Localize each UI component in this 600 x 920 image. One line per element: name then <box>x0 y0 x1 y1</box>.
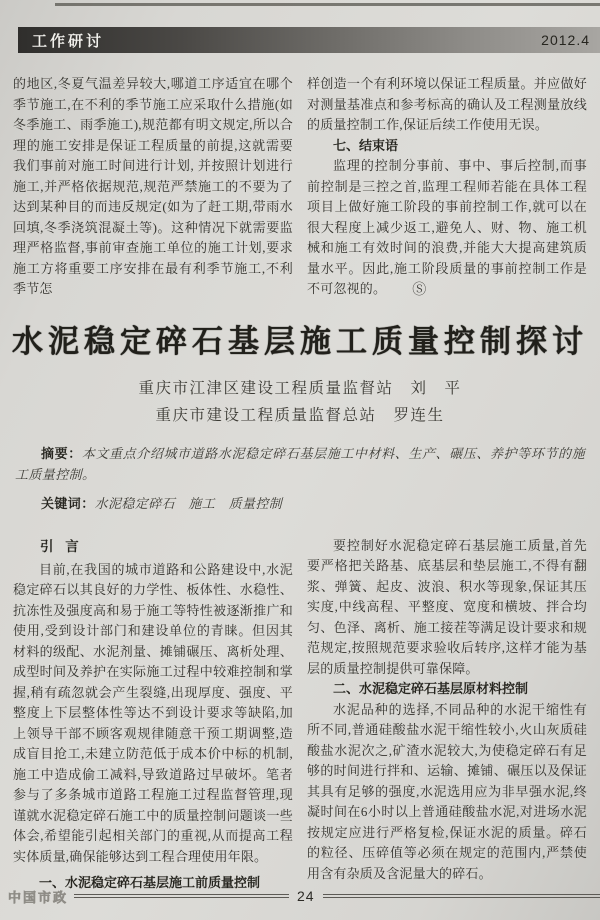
paragraph-text: 监理的控制分事前、事中、事后控制,而事前控制是三控之首,监理工程师若能在具体工程项目上做好施工阶段的事前控制工作,就可以在很大程度上减少返工,避免人、财、物、施工机械和施工有效时间的浪费,并能大大提高建筑质量水平。因此,施工阶段质量的事前控制工作是不可忽视的。 <box>307 158 587 296</box>
intro-heading: 引 言 <box>40 538 83 554</box>
prev-article-right-column <box>307 74 587 300</box>
keywords-label: 关键词： <box>41 495 95 511</box>
keywords-text: 水泥稳定碎石 施工 质量控制 <box>94 495 283 511</box>
scan-edge-line <box>55 3 600 6</box>
article-title: 水泥稳定碎石基层施工质量控制探讨 <box>12 323 588 359</box>
article-body-columns <box>0 536 600 894</box>
body-left-column <box>13 536 293 894</box>
end-of-article-icon: Ⓢ <box>412 283 427 298</box>
author-affiliation-line: 重庆市江津区建设工程质量监督站 刘 平 <box>138 379 462 397</box>
paragraph: 样创造一个有利环境以保证工程质量。并应做好对测量基准点和参考标高的确认及工程测量放线的质量控制工作,保证后续工作使用无误。 <box>307 76 587 132</box>
author-block <box>0 375 600 429</box>
paragraph <box>307 156 587 300</box>
intro-paragraph: 目前,在我国的城市道路和公路建设中,水泥稳定碎石以其良好的力学性、板体性、水稳性、抗冻性及强度高和易于施工等特性被逐渐推广和使用,受到设计部门和建设单位的青睐。但因其材料的级配、水泥剂量、摊铺碾压、离析处理、成型时间及养护在实际施工过程中较难控制和掌握,稍有疏忽就会产生裂缝,出现厚度、强度、平整度上下层整体性等达不到设计要求等缺陷,加上领导干部不顾客观规律随意干预工期调整,造成盲目抢工,未建立防范低于成本价中标的机制, 施工中造成偷工减料,导致道路过早破坏。笔者参与了多条城市道路工程施工过程监督管理,现谨就水泥稳定碎石施工中的质量控制问题谈一些体会,希望能引起相关部门的重视,从而提高工程实体质量,确保能够达到工程合理使用年限。 <box>13 561 293 864</box>
journal-logo: 中国市政 <box>8 889 69 905</box>
author-affiliation-line: 重庆市建设工程质量监督总站 罗连生 <box>155 406 445 424</box>
abstract-text: 本文重点介绍城市道路水泥稳定碎石基层施工中材料、生产、碾压、养护等环节的施工质量控制。 <box>15 445 585 482</box>
body-right-column <box>307 536 587 894</box>
page-number: 24 <box>297 888 315 904</box>
abstract-paragraph <box>15 443 585 485</box>
keywords-paragraph <box>15 493 585 514</box>
section-label: 工作研讨 <box>32 32 105 50</box>
prev-article-left-column <box>13 74 293 300</box>
previous-article-columns <box>0 74 600 300</box>
footer-rule-right <box>323 894 600 898</box>
journal-header-bar <box>18 27 600 53</box>
footer-rule-left <box>74 894 289 898</box>
issue-number: 2012.4 <box>541 32 590 48</box>
conclusion-heading: 七、结束语 <box>333 137 399 153</box>
section1-heading: 一、水泥稳定碎石基层施工前质量控制 <box>39 875 261 890</box>
abstract-block <box>15 443 585 514</box>
section1-paragraph: 要控制好水泥稳定碎石基层施工质量,首先要严格把关路基、底基层和垫层施工,不得有翻浆、弹簧、起皮、波浪、积水等现象,保证其压实度,中线高程、平整度、宽度和横坡、拌合均匀、色泽、离析、施工接茬等满足设计要求和规范规定,按照规范要求验收后转序,这样才能为基层的质量控制提供可靠保障。 <box>307 537 587 676</box>
paragraph: 的地区,冬夏气温差异较大,哪道工序适宜在哪个季节施工,在不利的季节施工应采取什么措施(如冬季施工、雨季施工),规范都有明文规定,所以合理的施工安排是保证工程质量的前提,这就需要我们事前对施工时间进行计划, 并按照计划进行施工,并严格依据规范,规范严禁施工的不要为了达到某种目的而违反规定(如为了赶工期,带雨水回填,冬季浇筑混凝土等)。这种情况下就需要监理严格监督,事前审查施工单位的施工计划,要求施工方将重要工序安排在最有利季节施工,不利季节怎 <box>13 76 293 296</box>
abstract-label: 摘要： <box>41 445 82 461</box>
section2-heading: 二、水泥稳定碎石基层原材料控制 <box>333 681 529 696</box>
section2-paragraph: 水泥品种的选择,不同品种的水泥干缩性有所不同,普通硅酸盐水泥干缩性较小,火山灰质硅酸盐水泥次之,矿渣水泥较大,为使稳定碎石有足够的时间进行拌和、运输、摊铺、碾压以及保证其具有足够的强度,水泥选用应为非早强水泥,终凝时间在6小时以上普通硅酸盐水泥,对进场水泥按规定应进行严格复检,保证水泥的质量。碎石的粒径、压碎值等必须在规定的范围内,严禁使用含有杂质及含泥量大的碎石。 <box>307 701 587 881</box>
page-footer <box>0 888 600 904</box>
